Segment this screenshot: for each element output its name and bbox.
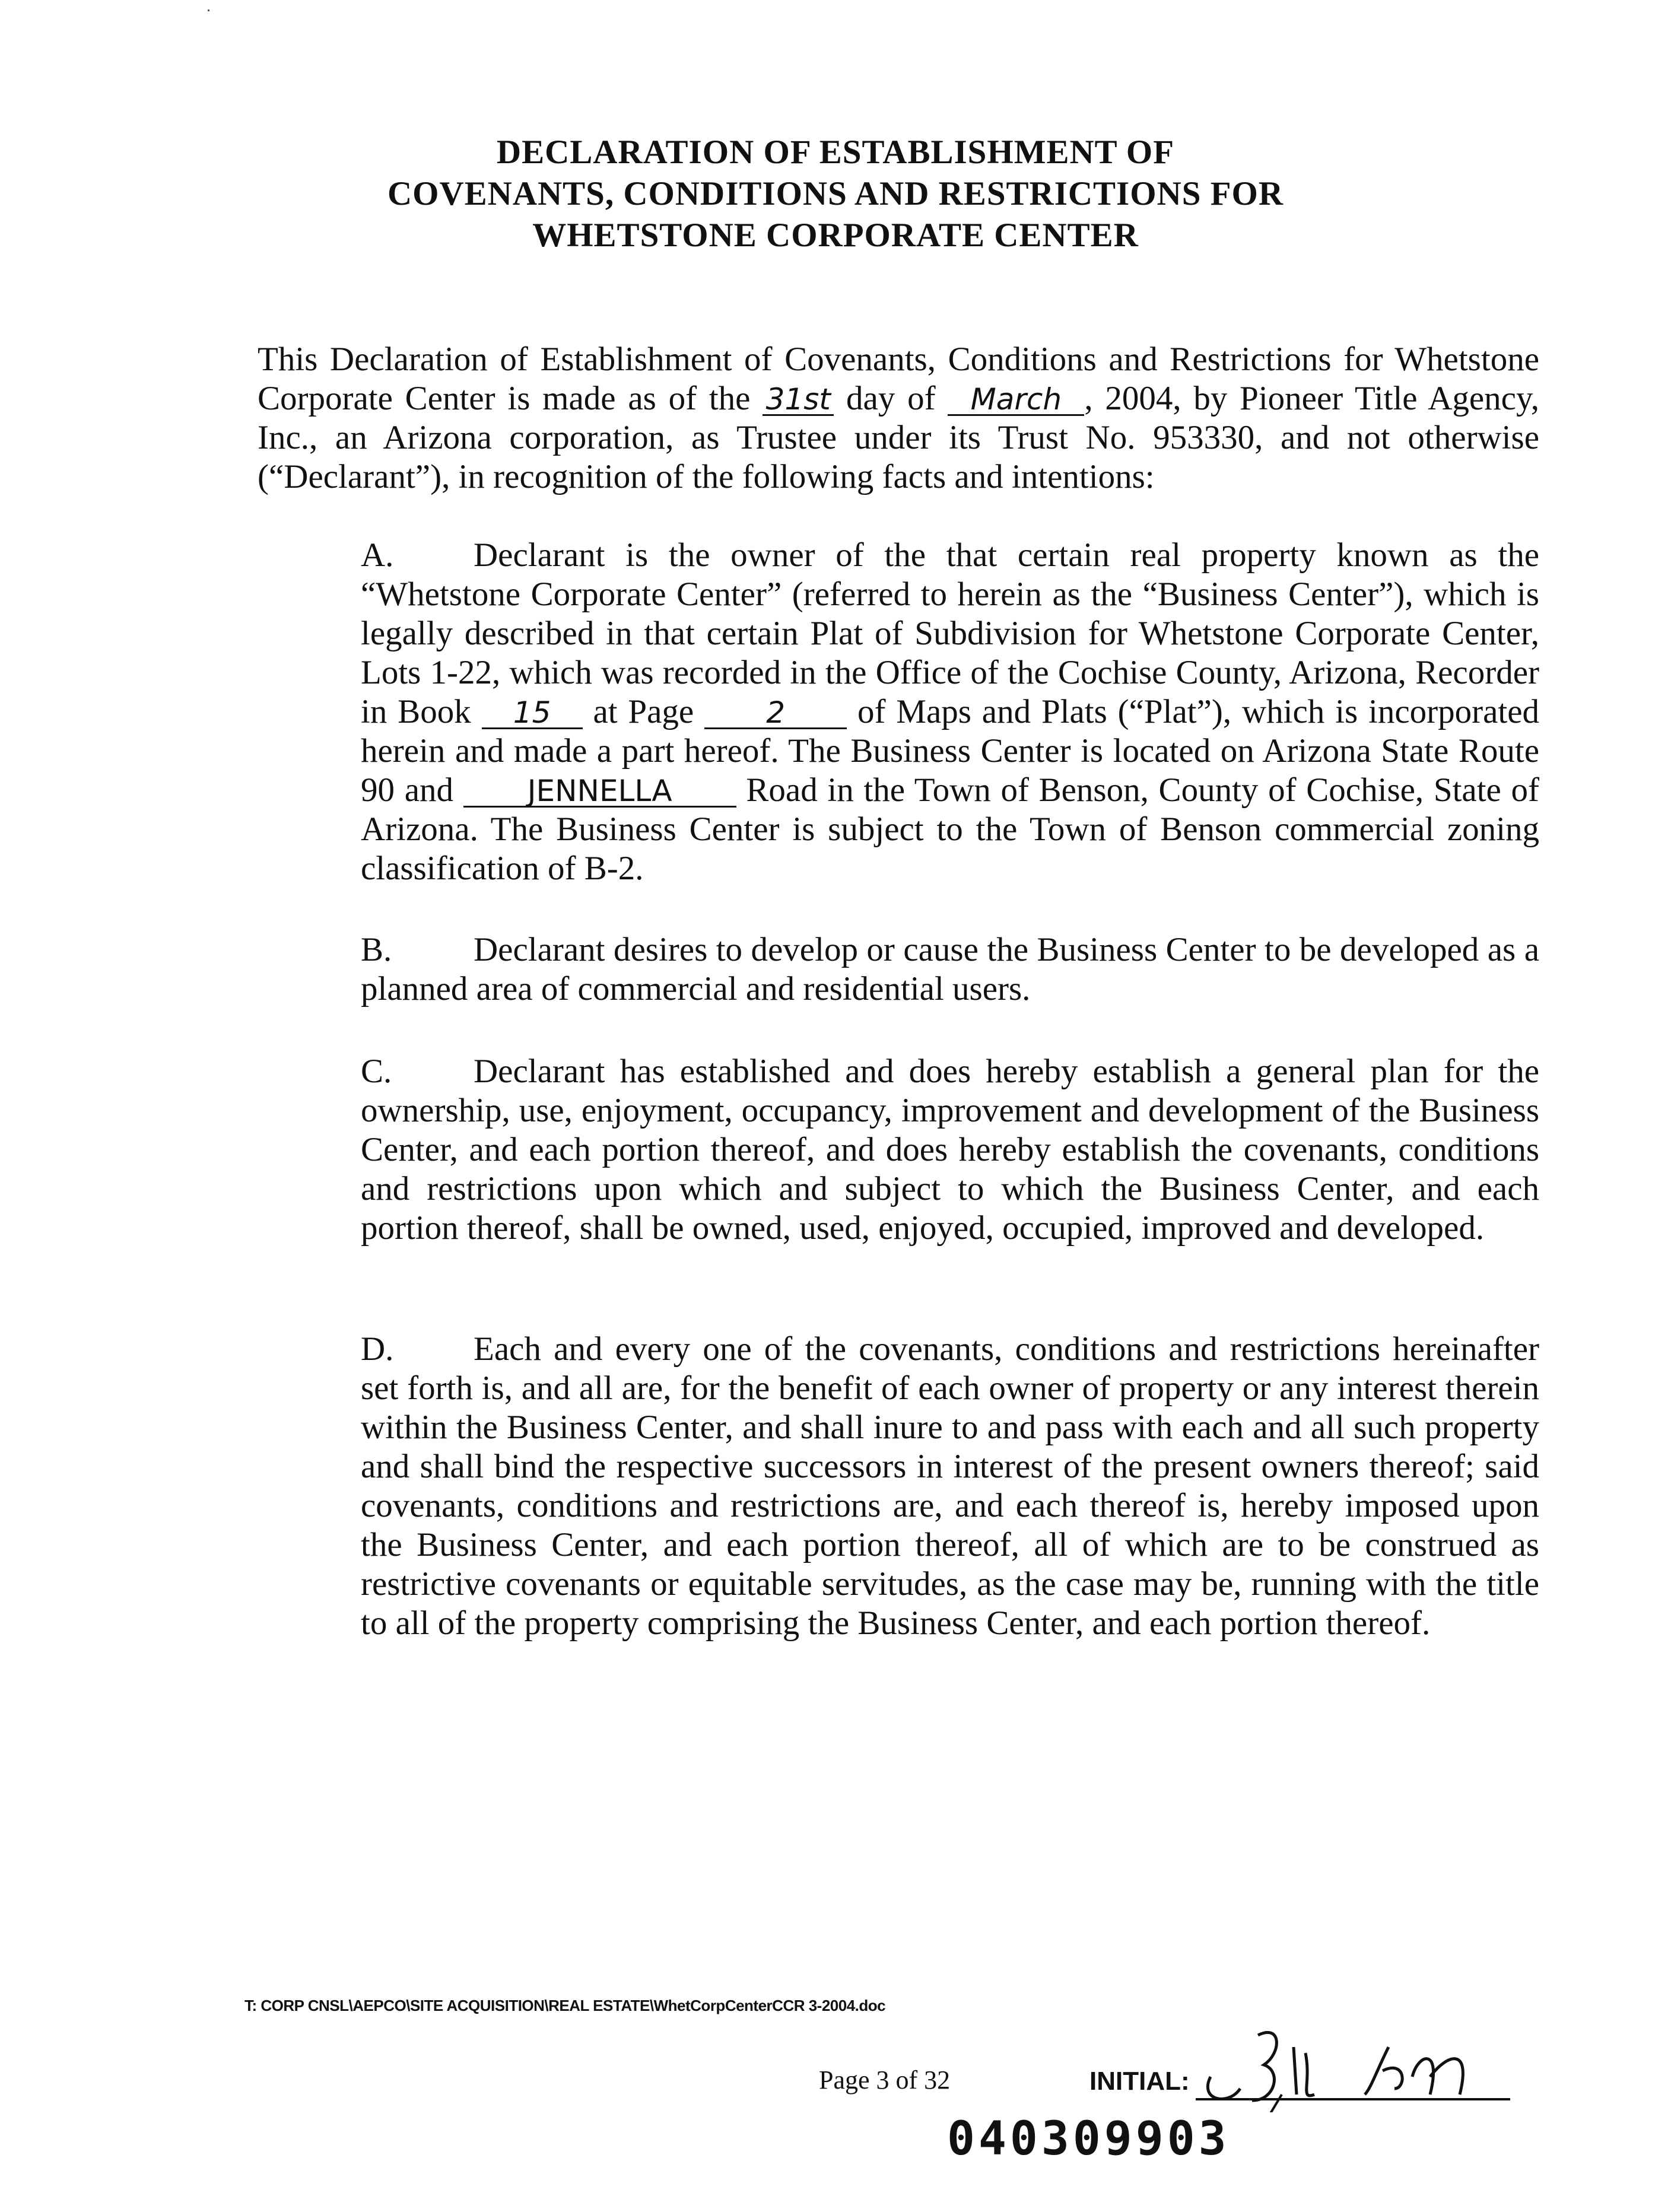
handwritten-page: 2 xyxy=(704,698,847,729)
title-line-3: WHETSTONE CORPORATE CENTER xyxy=(532,217,1139,254)
recital-c xyxy=(361,1052,1539,1248)
initial-label: INITIAL: xyxy=(1089,2067,1190,2096)
file-path-footer: T: CORP CNSL\AEPCO\SITE ACQUISITION\REAL ESTATE\WhetCorpCenterCCR 3-2004.doc xyxy=(244,1997,886,2014)
title-line-1: DECLARATION OF ESTABLISHMENT OF xyxy=(496,134,1175,171)
recital-a xyxy=(361,536,1539,888)
recital-d xyxy=(361,1330,1539,1643)
recital-b-text: Declarant desires to develop or cause the Business Center to be developed as a planned area of commercial and residential users. xyxy=(361,931,1539,1008)
recital-a-text-2: at Page xyxy=(593,693,694,730)
intro-paragraph xyxy=(258,340,1539,497)
intro-text-before-day: This Declaration of Establishment of Covenants, Conditions and Restrictions for Whetstone Corporate Center is made as of the xyxy=(258,341,1539,417)
recital-a-label: A. xyxy=(361,536,394,574)
recital-c-text: Declarant has established and does hereby establish a general plan for the ownership, use, enjoyment, occupancy, improvement and development of the Business Center, and each portion thereof, and does hereby establish the covenants, conditions and restrictions upon which and subject to which the Business Center, and each portion thereof, shall be owned, used, enjoyed, occupied, improved and developed. xyxy=(361,1053,1539,1247)
document-title xyxy=(0,132,1671,256)
handwritten-road: JENNELLA xyxy=(463,776,736,808)
recital-a-text-1: Declarant is the owner of the that certain real property known as the “Whetstone Corporate Center” (referred to herein as the “Business Center”), which is legally described in that certain Plat of Subdivision for Whetstone Corporate Center, Lots 1-22, which was recorded in the Office of the Cochise County, Arizona, Recorder in Book xyxy=(361,536,1539,730)
handwritten-month: March xyxy=(948,384,1084,416)
recital-b xyxy=(361,930,1539,1009)
handwritten-book: 15 xyxy=(482,698,583,729)
initials-signature xyxy=(1193,2011,1513,2112)
title-line-2: COVENANTS, CONDITIONS AND RESTRICTIONS FOR xyxy=(387,175,1284,212)
intro-text-between: day of xyxy=(846,380,936,417)
page-number: Page 3 of 32 xyxy=(819,2065,951,2095)
intro-text-after: , 2004, by Pioneer Title Agency, Inc., an Arizona corporation, as Trustee under its Trust No. 953330, and not otherwise (“Declarant”), in recognition of the following facts and intentions: xyxy=(258,380,1540,495)
recital-d-text: Each and every one of the covenants, conditions and restrictions hereinafter set forth is, and all are, for the benefit of each owner of property or any interest therein within the Business Center, and shall inure to and pass with each and all such property and shall bind the respective successors in interest of the present owners thereof; said covenants, conditions and restrictions are, and each thereof is, hereby imposed upon the Business Center, and each portion thereof, all of which are to be construed as restrictive covenants or equitable servitudes, as the case may be, running with the title to all of the property comprising the Business Center, and each portion thereof. xyxy=(361,1330,1539,1642)
scan-speck xyxy=(208,9,209,11)
recital-a-text-3: of Maps and Plats (“Plat”), which is incorporated herein and made a part hereof. The Business Center is located on Arizona State Route 90 and xyxy=(361,693,1540,809)
recital-d-label: D. xyxy=(361,1330,394,1368)
recital-c-label: C. xyxy=(361,1053,392,1090)
recital-b-label: B. xyxy=(361,931,392,968)
recital-a-text-4: Road in the Town of Benson, County of Cochise, State of Arizona. The Business Center is subject to the Town of Benson commercial zoning classification of B-2. xyxy=(361,771,1540,887)
handwritten-day: 31st xyxy=(763,384,834,416)
document-number: 040309903 xyxy=(947,2112,1230,2166)
